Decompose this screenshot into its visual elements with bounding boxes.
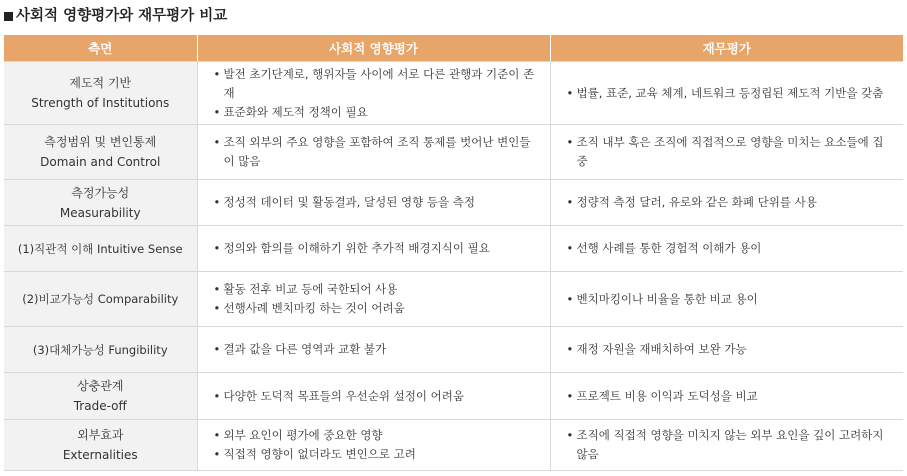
table-row xyxy=(4,327,903,373)
aspect-cell: (1)직관적 이해 Intuitive Sense xyxy=(4,226,197,272)
aspect-english: Externalities xyxy=(62,448,138,462)
financial-cell xyxy=(550,327,903,373)
aspect-korean: 외부효과 xyxy=(77,428,124,442)
list-item: • 조직 외부의 주요 영향을 포함하여 조직 통제를 벗어난 변인들이 많음 xyxy=(213,135,531,168)
list-item: • 정의와 함의를 이해하기 위한 추가적 배경지식이 필요 xyxy=(213,241,490,255)
financial-cell xyxy=(550,62,903,125)
table-row xyxy=(4,62,903,125)
financial-cell xyxy=(550,420,903,471)
aspect-english: Measurability xyxy=(59,205,141,220)
table-row xyxy=(4,226,903,272)
table-row xyxy=(4,420,903,471)
aspect-cell xyxy=(4,62,197,125)
page-title xyxy=(4,5,227,27)
page-title-text: 사회적 영향평가와 재무평가 비교 xyxy=(16,8,228,24)
aspect-cell: (2)비교가능성 Comparability xyxy=(4,272,197,327)
comparison-table xyxy=(4,35,903,471)
header-financial: 재무평가 xyxy=(550,35,903,62)
financial-cell xyxy=(550,125,903,180)
financial-cell xyxy=(550,373,903,420)
table-row xyxy=(4,180,903,226)
list-item: • 조직에 직접적 영향을 미치지 않는 외부 요인을 깊이 고려하지 않음 xyxy=(566,428,884,461)
social-impact-cell xyxy=(197,180,550,226)
financial-cell xyxy=(550,226,903,272)
list-item: • 벤치마킹이나 비율을 통한 비교 용이 xyxy=(566,291,758,306)
list-item: • 직접적 영향이 없더라도 변인으로 고려 xyxy=(213,447,416,461)
header-social-impact: 사회적 영향평가 xyxy=(197,35,550,62)
list-item: • 선행 사례를 통한 경험적 이해가 용이 xyxy=(566,241,762,255)
square-bullet-icon xyxy=(4,12,13,21)
social-impact-cell xyxy=(197,125,550,180)
table-row xyxy=(4,373,903,420)
social-impact-cell xyxy=(197,62,550,125)
aspect-korean: 측정범위 및 변인통제 xyxy=(44,135,157,149)
list-item: • 활동 전후 비교 등에 국한되어 사용 xyxy=(213,282,398,296)
aspect-cell xyxy=(4,373,197,420)
list-item: • 정성적 데이터 및 활동결과, 달성된 영향 등을 측정 xyxy=(213,195,475,209)
financial-cell xyxy=(550,272,903,327)
table-header-row xyxy=(4,35,903,62)
list-item: • 표준화와 제도적 정책이 필요 xyxy=(213,104,368,119)
list-item: • 다양한 도덕적 목표들의 우선순위 설정이 어려움 xyxy=(213,388,464,403)
list-item: • 선행사례 벤치마킹 하는 것이 어려움 xyxy=(213,301,405,315)
aspect-korean: 상충관계 xyxy=(77,379,124,393)
table-row xyxy=(4,125,903,180)
list-item: • 프로젝트 비용 이익과 도덕성을 비교 xyxy=(566,388,758,403)
list-item: • 발전 초기단계로, 행위자들 사이에 서로 다른 관행과 기준이 존재 xyxy=(213,66,535,100)
social-impact-cell xyxy=(197,420,550,471)
aspect-cell xyxy=(4,180,197,226)
list-item: • 결과 값을 다른 영역과 교환 불가 xyxy=(213,342,387,356)
aspect-korean: 제도적 기반 xyxy=(69,76,132,90)
aspect-english: Strength of Institutions xyxy=(31,96,170,110)
list-item: • 정량적 측정 달러, 유로와 같은 화폐 단위를 사용 xyxy=(566,195,817,209)
table-row xyxy=(4,272,903,327)
aspect-cell xyxy=(4,125,197,180)
social-impact-cell xyxy=(197,272,550,327)
social-impact-cell xyxy=(197,226,550,272)
header-aspect: 측면 xyxy=(4,35,197,62)
financial-cell xyxy=(550,180,903,226)
list-item: • 외부 요인이 평가에 중요한 영향 xyxy=(213,428,383,442)
aspect-english: Trade-off xyxy=(73,399,127,413)
social-impact-cell xyxy=(197,327,550,373)
aspect-korean: 측정가능성 xyxy=(71,185,130,200)
aspect-cell: (3)대체가능성 Fungibility xyxy=(4,327,197,373)
social-impact-cell xyxy=(197,373,550,420)
list-item: • 법률, 표준, 교육 체계, 네트워크 등정립된 제도적 기반을 갖춤 xyxy=(566,85,884,100)
list-item: • 조직 내부 혹은 조직에 직접적으로 영향을 미치는 요소들에 집중 xyxy=(566,135,884,168)
aspect-cell xyxy=(4,420,197,471)
list-item: • 재정 자원을 재배치하여 보완 가능 xyxy=(566,342,747,356)
aspect-english: Domain and Control xyxy=(40,155,161,169)
